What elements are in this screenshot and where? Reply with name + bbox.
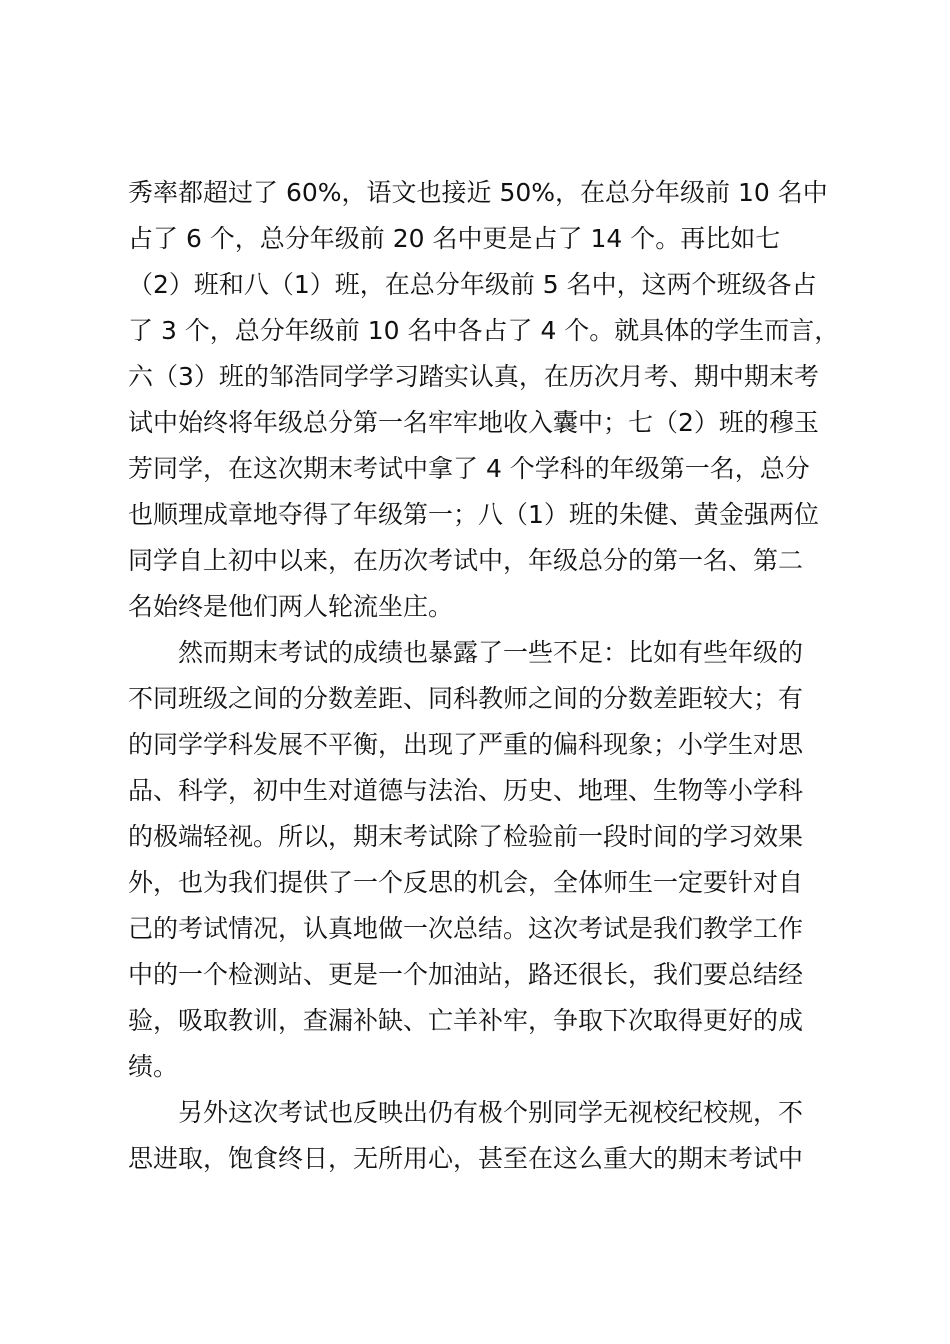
text-line-4: 了 3 个，总分年级前 10 名中各占了 4 个。就具体的学生而言， [128, 316, 840, 345]
text-line-3: （2）班和八（1）班，在总分年级前 5 名中，这两个班级各占 [128, 270, 817, 299]
text-line-19: 验，吸取教训，查漏补缺、亡羊补牢，争取下次取得更好的成 [128, 1006, 804, 1035]
text-line-22: 思进取，饱食终日，无所用心，甚至在这么重大的期末考试中 [128, 1144, 804, 1173]
text-line-12: 不同班级之间的分数差距、同科教师之间的分数差距较大；有 [128, 684, 804, 713]
text-line-8: 也顺理成章地夺得了年级第一；八（1）班的朱健、黄金强两位 [128, 500, 819, 529]
text-line-16: 外，也为我们提供了一个反思的机会，全体师生一定要针对自 [128, 868, 804, 897]
text-line-9: 同学自上初中以来，在历次考试中，年级总分的第一名、第二 [128, 546, 804, 575]
paragraph-3-first-line: 另外这次考试也反映出仍有极个别同学无视校纪校规，不 [178, 1098, 804, 1127]
text-line-15: 的极端轻视。所以，期末考试除了检验前一段时间的学习效果 [128, 822, 804, 851]
document-body [128, 170, 848, 1182]
text-line-5: 六（3）班的邹浩同学学习踏实认真，在历次月考、期中期末考 [128, 362, 819, 391]
text-line-10: 名始终是他们两人轮流坐庄。 [128, 592, 454, 621]
text-line-1: 秀率都超过了 60%，语文也接近 50%，在总分年级前 10 名中 [128, 178, 828, 207]
text-line-14: 品、科学，初中生对道德与法治、历史、地理、生物等小学科 [128, 776, 804, 805]
text-line-2: 占了 6 个，总分年级前 20 名中更是占了 14 个。再比如七 [128, 224, 781, 253]
text-line-18: 中的一个检测站、更是一个加油站，路还很长，我们要总结经 [128, 960, 804, 989]
text-line-13: 的同学学科发展不平衡，出现了严重的偏科现象；小学生对思 [128, 730, 804, 759]
text-line-17: 己的考试情况，认真地做一次总结。这次考试是我们教学工作 [128, 914, 804, 943]
text-line-20: 绩。 [128, 1052, 179, 1081]
paragraph-2-first-line: 然而期末考试的成绩也暴露了一些不足：比如有些年级的 [178, 638, 804, 667]
text-line-6: 试中始终将年级总分第一名牢牢地收入囊中；七（2）班的穆玉 [128, 408, 819, 437]
text-line-7: 芳同学，在这次期末考试中拿了 4 个学科的年级第一名，总分 [128, 454, 810, 483]
